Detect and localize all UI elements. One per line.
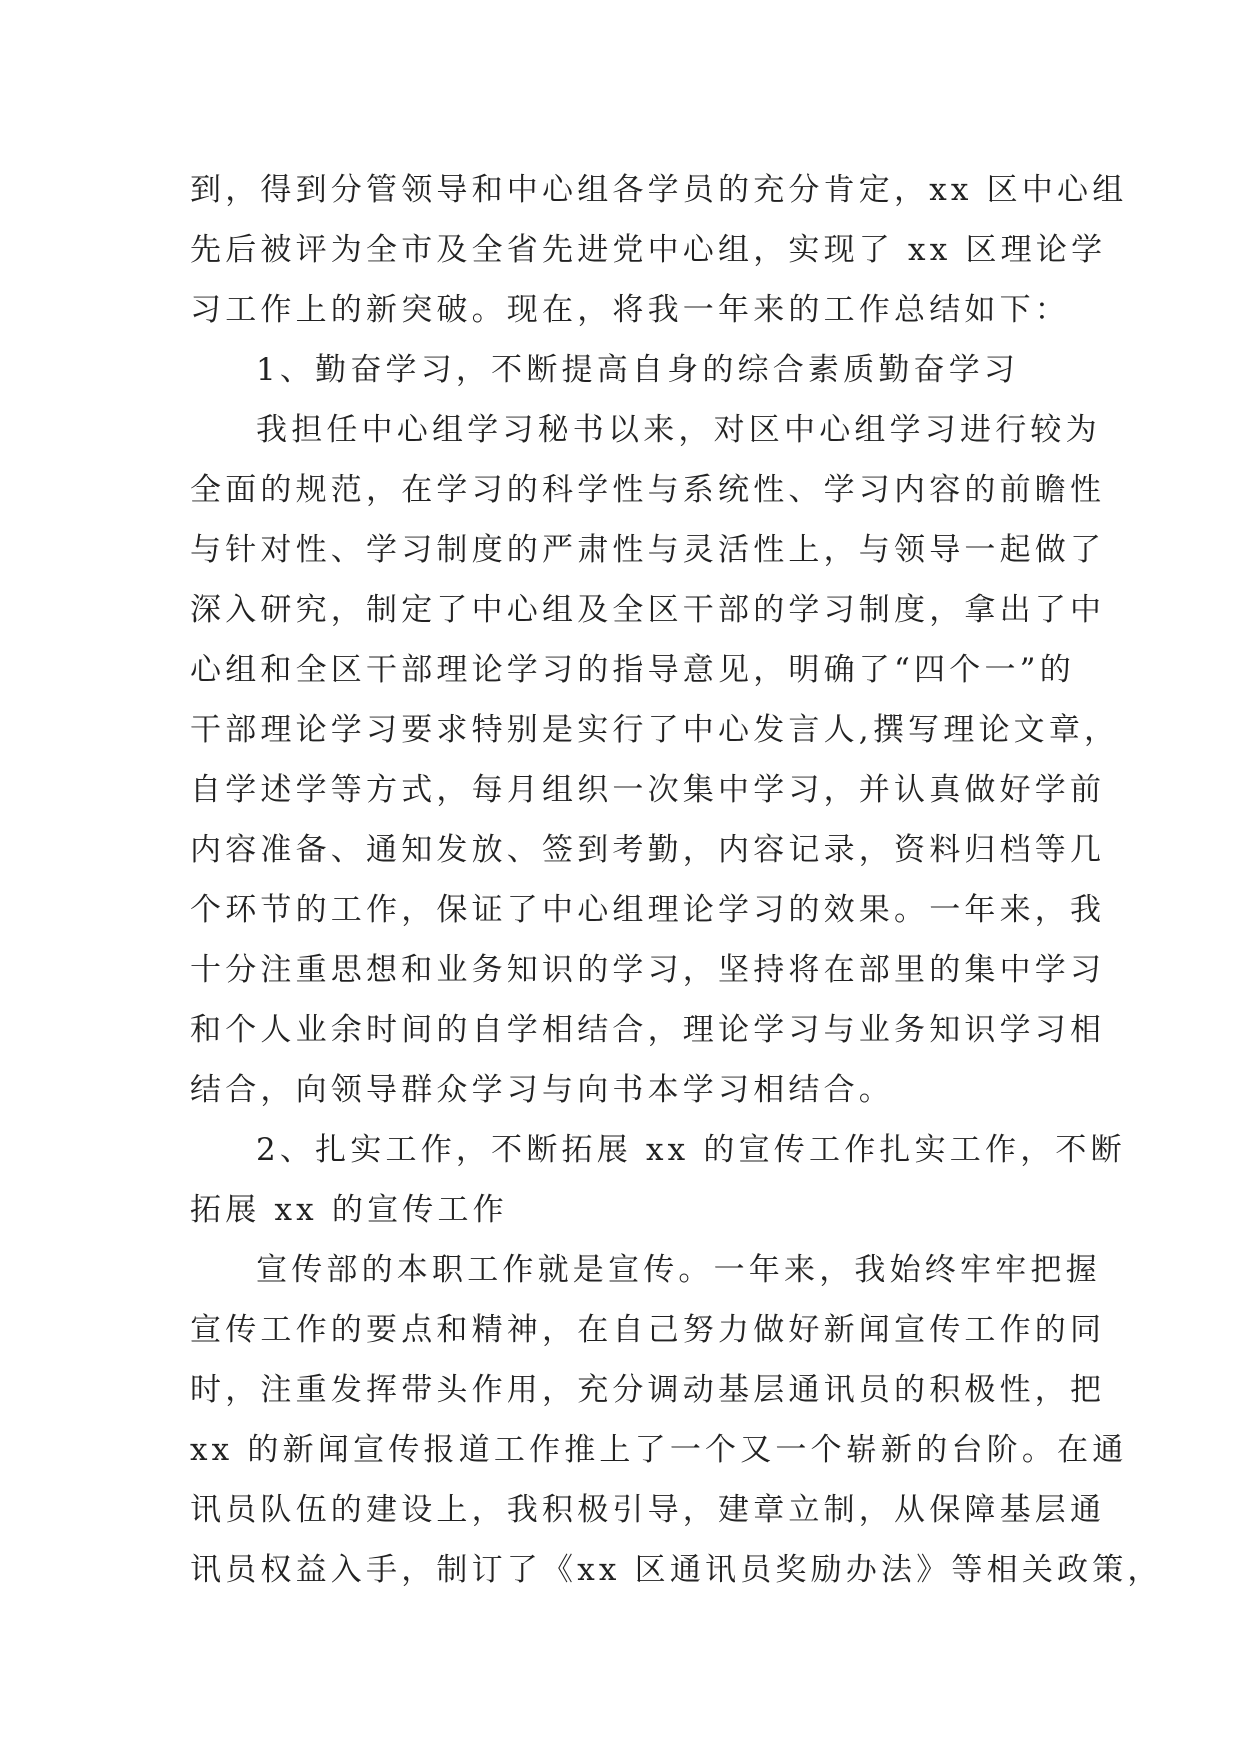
text-line: 与针对性、学习制度的严肃性与灵活性上，与领导一起做了 — [190, 532, 1106, 568]
text-line: 时，注重发挥带头作用，充分调动基层通讯员的积极性，把 — [190, 1372, 1106, 1408]
text-line: 到，得到分管领导和中心组各学员的充分肯定，xx 区中心组 — [190, 172, 1128, 208]
text-line: 内容准备、通知发放、签到考勤，内容记录，资料归档等几 — [190, 832, 1106, 868]
section-heading-1: 1、勤奋学习，不断提高自身的综合素质勤奋学习 — [256, 352, 1020, 388]
section-heading-2: 2、扎实工作，不断拓展 xx 的宣传工作扎实工作，不断 — [256, 1132, 1126, 1168]
text-line: 自学述学等方式，每月组织一次集中学习，并认真做好学前 — [190, 772, 1106, 808]
text-line: 十分注重思想和业务知识的学习，坚持将在部里的集中学习 — [190, 952, 1106, 988]
text-line: 个环节的工作，保证了中心组理论学习的效果。一年来，我 — [190, 892, 1106, 928]
text-line: 结合，向领导群众学习与向书本学习相结合。 — [190, 1072, 894, 1108]
text-line: 和个人业余时间的自学相结合，理论学习与业务知识学习相 — [190, 1012, 1106, 1048]
text-line: 讯员队伍的建设上，我积极引导，建章立制，从保障基层通 — [190, 1492, 1106, 1528]
text-line: 我担任中心组学习秘书以来，对区中心组学习进行较为 — [256, 412, 1101, 448]
text-line: 宣传工作的要点和精神，在自己努力做好新闻宣传工作的同 — [190, 1312, 1106, 1348]
text-line: 习工作上的新突破。现在，将我一年来的工作总结如下： — [190, 292, 1070, 328]
text-line: 拓展 xx 的宣传工作 — [190, 1192, 508, 1228]
text-line: xx 的新闻宣传报道工作推上了一个又一个崭新的台阶。在通 — [190, 1432, 1128, 1468]
text-line: 先后被评为全市及全省先进党中心组，实现了 xx 区理论学 — [190, 232, 1107, 268]
text-line: 深入研究，制定了中心组及全区干部的学习制度，拿出了中 — [190, 592, 1106, 628]
text-line: 心组和全区干部理论学习的指导意见，明确了“四个一”的 — [190, 652, 1075, 688]
text-line: 宣传部的本职工作就是宣传。一年来，我始终牢牢把握 — [256, 1252, 1101, 1288]
body-text — [190, 160, 1163, 1600]
text-line: 干部理论学习要求特别是实行了中心发言人,撰写理论文章， — [190, 712, 1120, 748]
text-line: 全面的规范，在学习的科学性与系统性、学习内容的前瞻性 — [190, 472, 1106, 508]
text-line: 讯员权益入手，制订了《xx 区通讯员奖励办法》等相关政策， — [190, 1552, 1163, 1588]
